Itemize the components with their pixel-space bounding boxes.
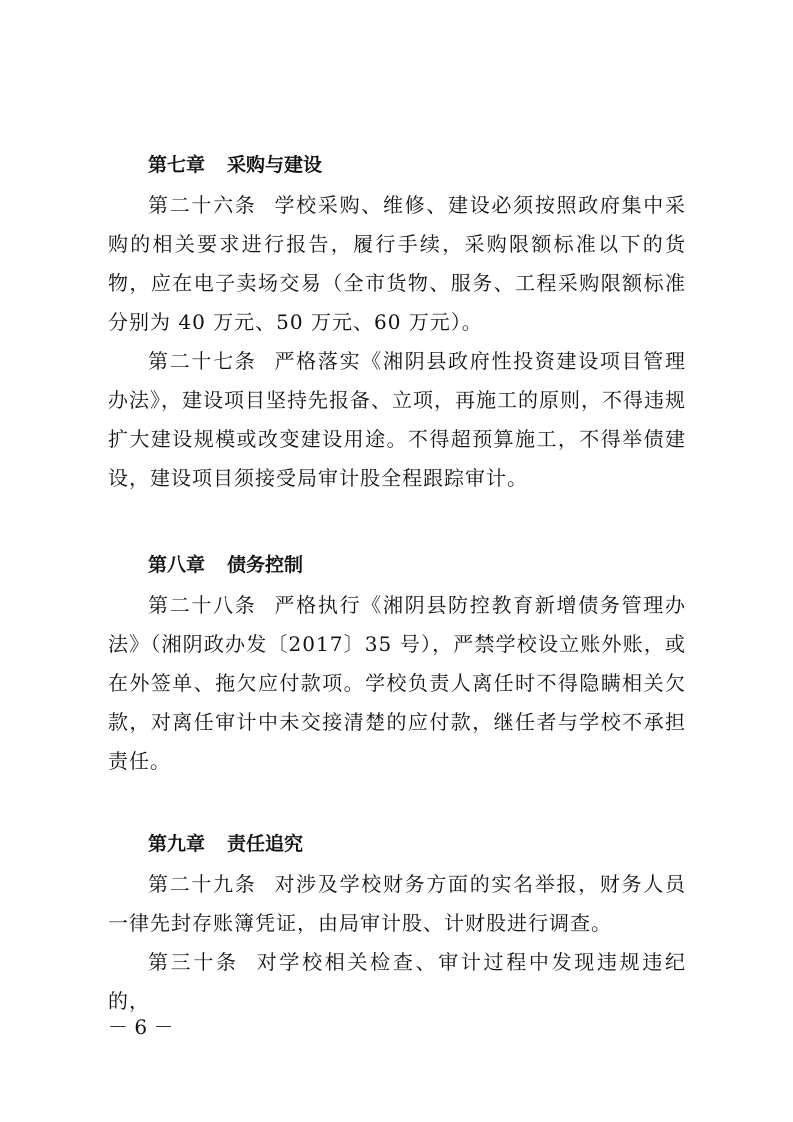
article-number: 第二十七条 xyxy=(148,349,257,373)
article-number: 第二十八条 xyxy=(148,593,257,617)
article-30-paragraph xyxy=(108,943,686,1021)
article-number: 第三十条 xyxy=(148,950,239,974)
article-number: 第二十九条 xyxy=(148,872,257,896)
chapter-number: 第七章 xyxy=(148,154,206,176)
article-text: 对涉及学校财务方面的实名举报，财务人员一律先封存账簿凭证，由局审计股、计财股进行调查。 xyxy=(108,872,687,935)
chapter-number: 第八章 xyxy=(148,554,206,576)
article-number: 第二十六条 xyxy=(148,193,257,217)
chapter-heading-9 xyxy=(148,832,303,856)
page-number: － 6 － xyxy=(108,1015,174,1039)
article-26-paragraph xyxy=(108,186,686,342)
chapter-number: 第九章 xyxy=(148,833,206,855)
article-28-paragraph xyxy=(108,586,686,781)
chapter-heading-7 xyxy=(148,153,322,177)
article-29-paragraph xyxy=(108,865,686,943)
article-27-paragraph xyxy=(108,342,686,498)
article-text: 严格落实《湘阴县政府性投资建设项目管理办法》，建设项目坚持先报备、立项，再施工的原则，不得违规扩大建设规模或改变建设用途。不得超预算施工，不得举债建设，建设项目须接受局审计股全程跟踪审计。 xyxy=(108,349,687,490)
article-text: 对学校相关检查、审计过程中发现违规违纪的， xyxy=(108,950,687,1013)
article-text: 学校采购、维修、建设必须按照政府集中采购的相关要求进行报告，履行手续，采购限额标准以下的货物，应在电子卖场交易（全市货物、服务、工程采购限额标准分别为 40 万元、50 万元、60 万元）。 xyxy=(108,193,687,334)
chapter-title: 采购与建设 xyxy=(227,154,323,176)
article-text: 严格执行《湘阴县防控教育新增债务管理办法》（湘阴政办发〔2017〕35 号），严禁学校设立账外账，或在外签单、拖欠应付款项。学校负责人离任时不得隐瞒相关欠款，对离任审计中未交接清楚的应付款，继任者与学校不承担责任。 xyxy=(108,593,687,773)
chapter-title: 债务控制 xyxy=(227,554,304,576)
chapter-heading-8 xyxy=(148,553,303,577)
chapter-title: 责任追究 xyxy=(227,833,304,855)
